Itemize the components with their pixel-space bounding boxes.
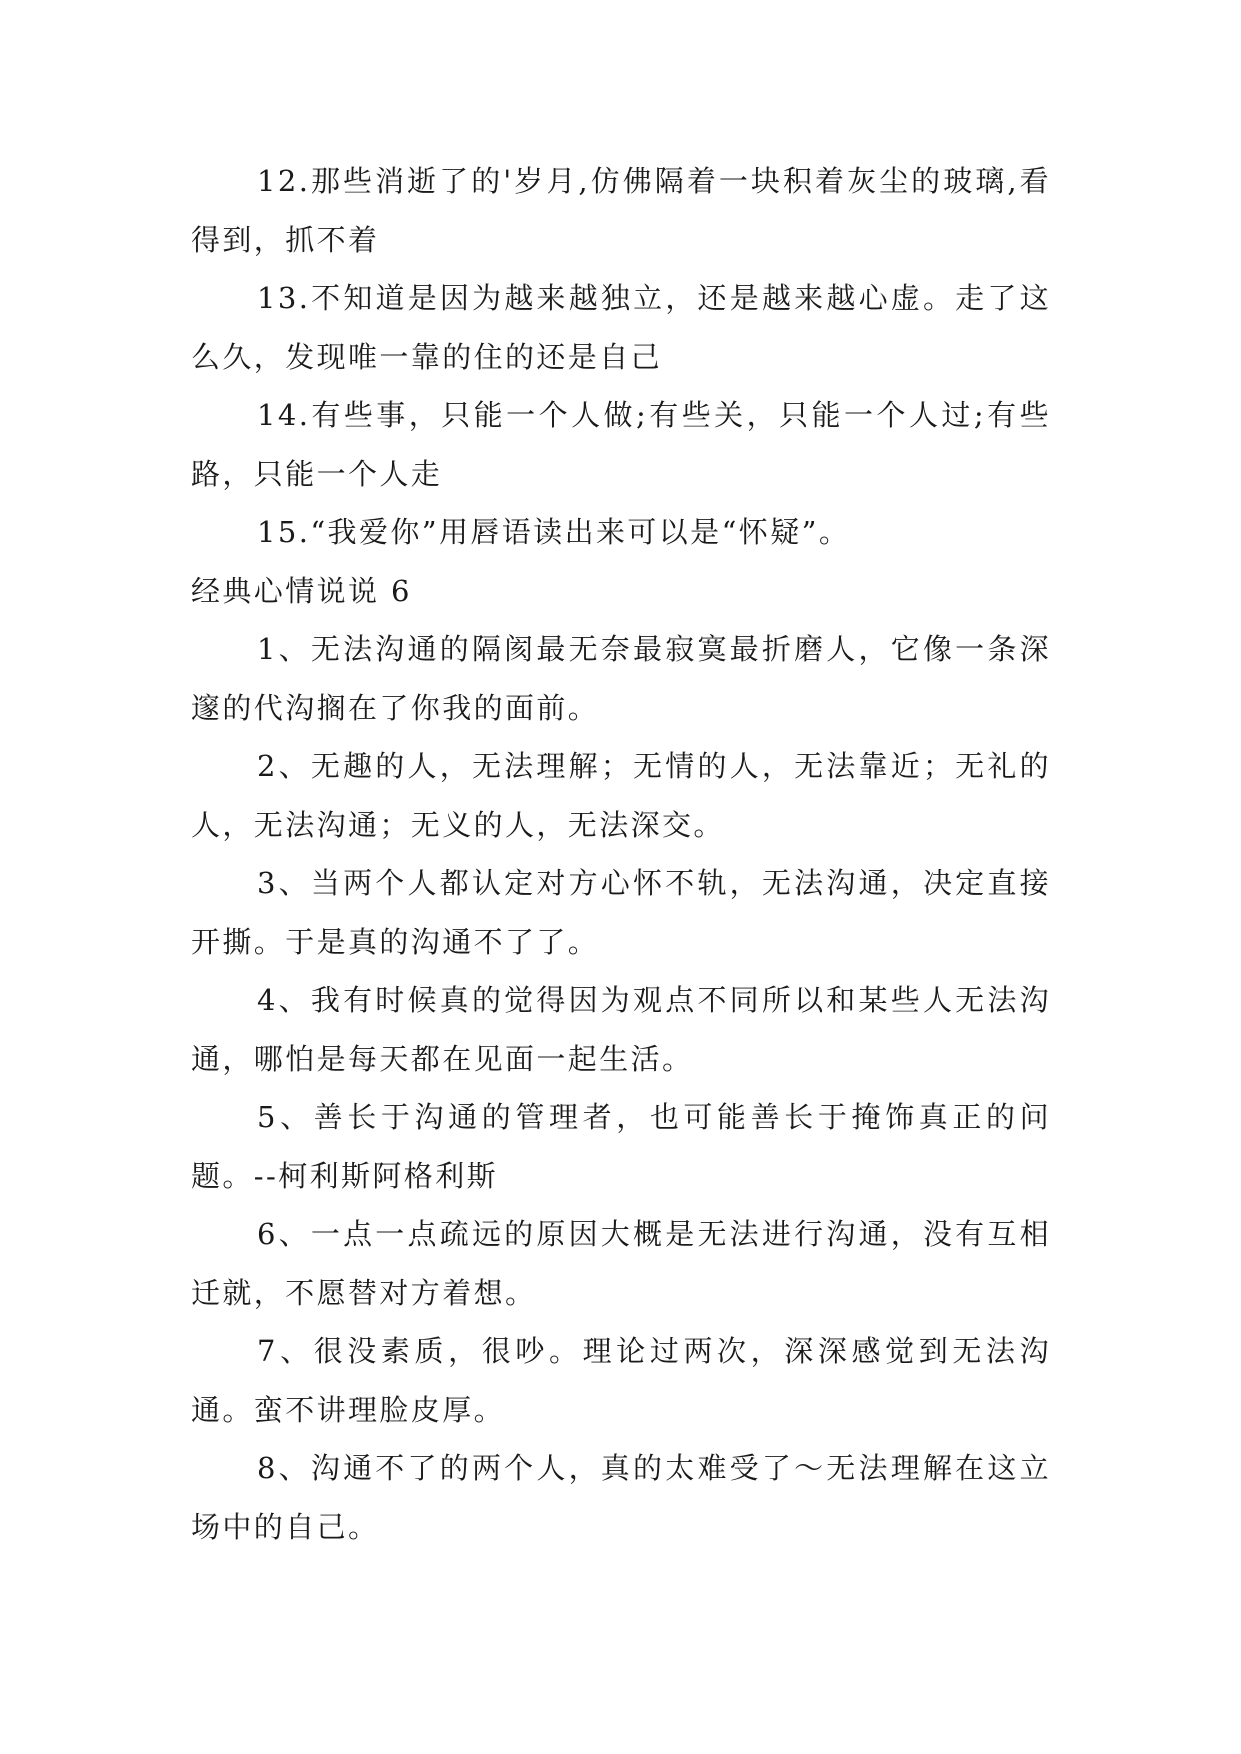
paragraph-1: 1、无法沟通的隔阂最无奈最寂寞最折磨人，它像一条深邃的代沟搁在了你我的面前。 xyxy=(191,632,1051,725)
section-heading: 经典心情说说 6 xyxy=(191,573,412,608)
paragraph-12: 12.那些消逝了的'岁月,仿佛隔着一块积着灰尘的玻璃,看得到，抓不着 xyxy=(191,164,1051,257)
paragraph-8: 8、沟通不了的两个人，真的太难受了～无法理解在这立场中的自己。 xyxy=(191,1451,1051,1544)
document-page xyxy=(191,152,1051,1556)
paragraph-13: 13.不知道是因为越来越独立，还是越来越心虚。走了这么久，发现唯一靠的住的还是自己 xyxy=(191,281,1051,374)
paragraph-7: 7、很没素质，很吵。理论过两次，深深感觉到无法沟通。蛮不讲理脸皮厚。 xyxy=(191,1334,1051,1427)
paragraph-5: 5、善长于沟通的管理者，也可能善长于掩饰真正的问题。--柯利斯阿格利斯 xyxy=(191,1100,1051,1193)
paragraph-3: 3、当两个人都认定对方心怀不轨，无法沟通，决定直接开撕。于是真的沟通不了了。 xyxy=(191,866,1051,959)
paragraph-14: 14.有些事，只能一个人做;有些关，只能一个人过;有些路，只能一个人走 xyxy=(191,398,1051,491)
paragraph-6: 6、一点一点疏远的原因大概是无法进行沟通，没有互相迁就，不愿替对方着想。 xyxy=(191,1217,1051,1310)
paragraph-15: 15.“我爱你”用唇语读出来可以是“怀疑”。 xyxy=(257,515,851,549)
paragraph-4: 4、我有时候真的觉得因为观点不同所以和某些人无法沟通，哪怕是每天都在见面一起生活。 xyxy=(191,983,1051,1076)
paragraph-2: 2、无趣的人，无法理解；无情的人，无法靠近；无礼的人，无法沟通；无义的人，无法深交。 xyxy=(191,749,1051,842)
